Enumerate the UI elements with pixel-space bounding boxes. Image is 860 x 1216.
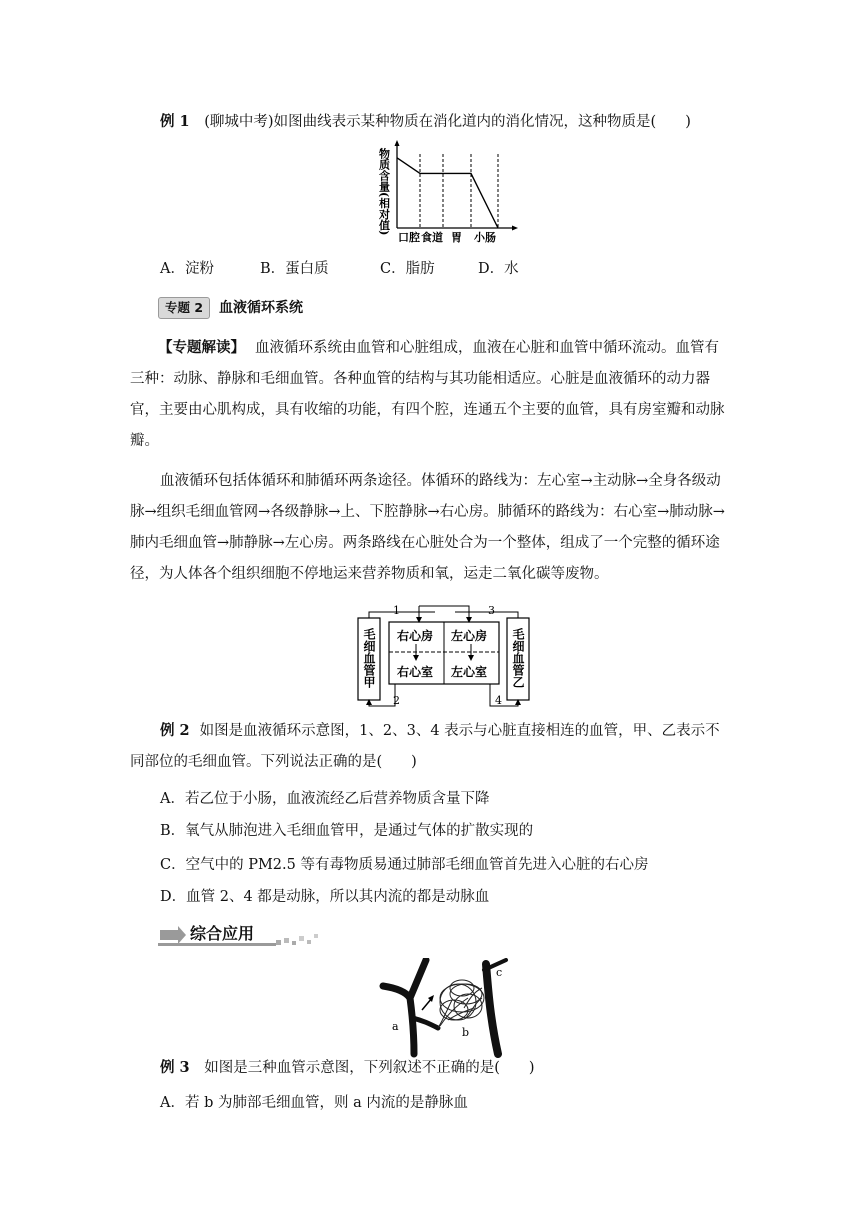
vessel-diagram	[378, 958, 518, 1058]
chart-series-line	[397, 158, 498, 228]
vessel-number-4: 4	[495, 694, 502, 707]
example-3-text: 如图是三种血管示意图，下列叙述不正确的是( )	[204, 1060, 535, 1076]
chart-xlabel-0: 口腔	[398, 231, 420, 244]
digestion-chart	[370, 140, 520, 250]
topic-para1-text: 血液循环系统由血管和心脏组成，血液在心脏和血管中循环流动。血管有三种：动脉、静脉和毛细血管。各种血管的结构与其功能相适应。心脏是血液循环的动力器官，主要由心肌构成，具有收缩的功能，有四个腔，连通五个主要的血管，具有房室瓣和动脉瓣。	[130, 340, 725, 449]
chart-xlabel-3: 小肠	[474, 231, 496, 244]
topic-intro-label: 【专题解读】	[158, 339, 245, 356]
example-3-question	[160, 1058, 535, 1078]
section-header	[158, 922, 318, 948]
example-2-option-c: C．空气中的 PM2.5 等有毒物质易通过肺部毛细血管首先进入心脏的右心房	[160, 857, 649, 873]
vessel-label-a: a	[392, 1020, 399, 1033]
option-a: A．淀粉	[160, 261, 214, 277]
example-3-label: 例 3	[160, 1059, 190, 1076]
vessel-label-c: c	[496, 966, 503, 979]
vessel-label-b: b	[462, 1026, 470, 1039]
example-2-label: 例 2	[160, 722, 190, 739]
option-b: B．蛋白质	[260, 261, 329, 277]
example-2-text: 如图是血液循环示意图，1、2、3、4 表示与心脏直接相连的血管，甲、乙表示不同部位的毛细血管。下列说法正确的是( )	[130, 723, 720, 770]
vessel-number-3: 3	[488, 604, 495, 617]
circulation-diagram	[355, 600, 535, 712]
chart-ylabel: 物质含量(相对值)	[377, 148, 391, 236]
topic-title: 血液循环系统	[219, 300, 303, 316]
topic-paragraph-1	[130, 332, 730, 457]
example-3-option-a: A．若 b 为肺部毛细血管，则 a 内流的是静脉血	[160, 1095, 468, 1111]
chart-xlabel-1: 食道	[421, 231, 443, 244]
vessel-number-2: 2	[393, 694, 400, 707]
capillary-yi-label: 毛细血管乙	[511, 628, 525, 688]
chart-xlabel-2: 胃	[451, 231, 462, 244]
chamber-left-atrium: 左心房	[451, 629, 488, 643]
chamber-right-atrium: 右心房	[397, 629, 434, 643]
vessel-number-1: 1	[393, 604, 400, 617]
capillary-jia-label: 毛细血管甲	[362, 628, 376, 688]
example-1-options	[160, 259, 519, 279]
example-2-option-d: D．血管 2、4 都是动脉，所以其内流的都是动脉血	[160, 889, 490, 905]
option-d: D．水	[478, 261, 519, 277]
example-2-option-b: B．氧气从肺泡进入毛细血管甲，是通过气体的扩散实现的	[160, 823, 534, 839]
chamber-left-ventricle: 左心室	[451, 665, 488, 679]
example-2-option-a: A．若乙位于小肠，血液流经乙后营养物质含量下降	[160, 791, 490, 807]
topic-paragraph-2: 血液循环包括体循环和肺循环两条途径。体循环的路线为：左心室→主动脉→全身各级动脉→组织毛细血管网→各级静脉→上、下腔静脉→右心房。肺循环的路线为：右心室→肺动脉→肺内毛细血管→肺静脉→左心房。两条路线在心脏处合为一个整体，组成了一个完整的循环途径，为人体各个组织细胞不停地运来营养物质和氧，运走二氧化碳等废物。	[130, 473, 725, 582]
example-1-text: (聊城中考)如图曲线表示某种物质在消化道内的消化情况，这种物质是( )	[204, 114, 691, 130]
topic-badge: 专题 2	[158, 297, 210, 319]
section-title: 综合应用	[190, 924, 255, 943]
option-c: C．脂肪	[380, 261, 435, 277]
example-2-question	[130, 715, 730, 778]
example-1-label: 例 1	[160, 113, 190, 130]
section-dots	[274, 932, 322, 948]
example-1-question	[160, 112, 691, 132]
chamber-right-ventricle: 右心室	[397, 665, 434, 679]
